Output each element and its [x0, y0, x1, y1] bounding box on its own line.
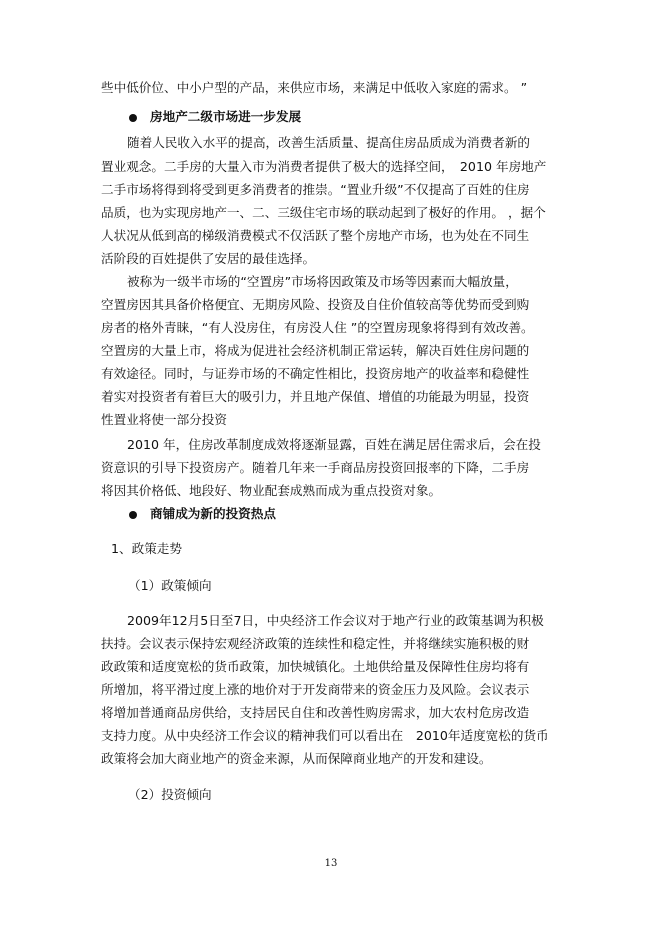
paragraph-line: 性置业将使一部分投资 — [101, 412, 227, 427]
paragraph-line: 所增加，将平滑过度上涨的地价对于开发商带来的资金压力及风险。会议表示 — [101, 682, 530, 697]
paragraph-line: 政策将会加大商业地产的资金来源，从而保障商业地产的开发和建设。 — [101, 751, 492, 766]
paragraph-line: 政政策和适度宽松的货币政策，加快城镇化。土地供给量及保障性住房均将有 — [101, 659, 530, 674]
section-heading: 房地产二级市场进一步发展 — [150, 109, 302, 124]
paragraph-line: 扶持。会议表示保持宏观经济政策的连续性和稳定性，并将继续实施积极的财 — [101, 636, 530, 651]
subsection-heading: 1、政策走势 — [111, 541, 182, 556]
paragraph-line: 2009年12月5日至7日，中央经济工作会议对于地产行业的政策基调为积极 — [127, 613, 544, 628]
paragraph-line: 空置房的大量上市，将成为促进社会经济机制正常运转，解决百姓住房问题的 — [101, 343, 530, 358]
subsection-heading: （1）政策倾向 — [128, 578, 212, 593]
paragraph-line: 活阶段的百姓提供了安居的最佳选择。 — [101, 251, 316, 266]
paragraph-line: 二手市场将得到将受到更多消费者的推崇。“置业升级”不仅提高了百姓的住房 — [101, 182, 530, 197]
bullet-icon — [129, 114, 137, 122]
paragraph-line: 置业观念。二手房的大量入市为消费者提供了极大的选择空间， 2010 年房地产 — [101, 159, 547, 174]
paragraph-line: 将因其价格低、地段好、物业配套成熟而成为重点投资对象。 — [101, 483, 442, 498]
paragraph-line: 2010 年，住房改革制度成效将逐渐显露，百姓在满足居住需求后，会在投 — [127, 437, 541, 452]
paragraph-line: 着实对投资者有着巨大的吸引力，并且地产保值、增值的功能最为明显，投资 — [101, 389, 530, 404]
paragraph-line: 人状况从低到高的梯级消费模式不仅活跃了整个房地产市场，也为处在不同生 — [101, 228, 530, 243]
subsection-heading: （2）投资倾向 — [128, 787, 212, 802]
paragraph-line: 些中低价位、中小户型的产品，来供应市场，来满足中低收入家庭的需求。 ” — [101, 80, 528, 95]
paragraph-line: 房者的格外青睐，“有人没房住，有房没人住 ”的空置房现象将得到有效改善。 — [101, 320, 534, 335]
paragraph-line: 被称为一级半市场的“空置房”市场将因政策及市场等因素而大幅放量， — [127, 274, 518, 289]
paragraph-line: 随着人民收入水平的提高，改善生活质量、提高住房品质成为消费者新的 — [127, 135, 530, 150]
paragraph-line: 空置房因其具备价格便宜、无期房风险、投资及自住价值较高等优势而受到购 — [101, 297, 530, 312]
paragraph-line: 品质，也为实现房地产一、二、三级住宅市场的联动起到了极好的作用。 ，据个 — [101, 205, 546, 220]
paragraph-line: 资意识的引导下投资房产。随着几年来一手商品房投资回报率的下降，二手房 — [101, 460, 530, 475]
paragraph-line: 将增加普通商品房供给，支持居民自住和改善性购房需求，加大农村危房改造 — [101, 705, 530, 720]
paragraph-line: 有效途径。同时，与证券市场的不确定性相比，投资房地产的收益率和稳健性 — [101, 366, 530, 381]
section-heading: 商铺成为新的投资热点 — [150, 506, 276, 521]
page-number: 13 — [324, 858, 338, 869]
paragraph-line: 支持力度。从中央经济工作会议的精神我们可以看出在 2010年适度宽松的货币 — [101, 728, 549, 743]
bullet-icon — [129, 511, 137, 519]
